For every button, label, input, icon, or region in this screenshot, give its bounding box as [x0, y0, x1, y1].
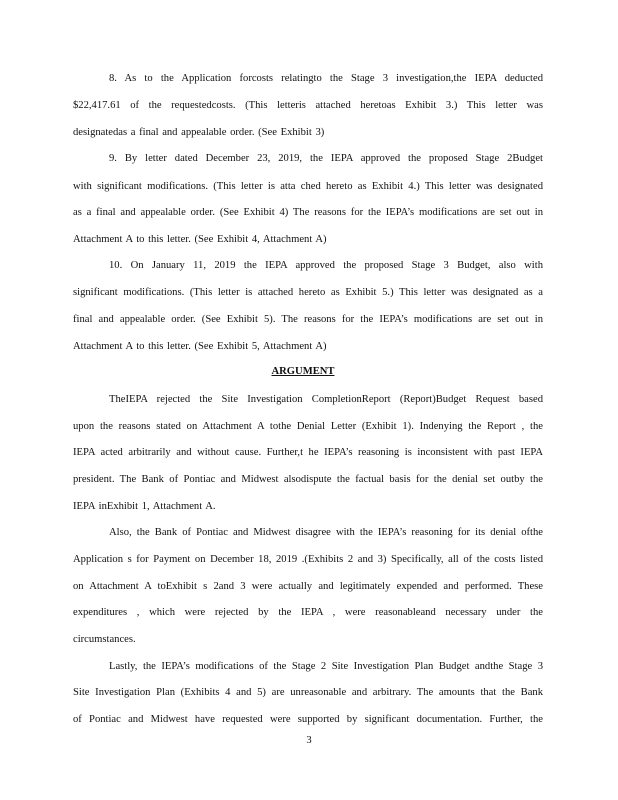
text-line: expenditures , which were rejected by the IEPA , were reasonableand necessary under the	[73, 607, 543, 618]
text-line: TheIEPA rejected the Site Investigation CompletionReport (Report)Budget Request based	[109, 394, 543, 405]
text-line: designatedas a final and appealable order. (See Exhibit 3)	[73, 127, 325, 138]
text-line: IEPA acted arbitrarily and without cause. Further,t he IEPA’s reasoning is inconsistent with past IEPA	[73, 447, 543, 458]
text-line: 9. By letter dated December 23, 2019, the IEPA approved the proposed Stage 2Budget	[109, 153, 543, 164]
text-line: Lastly, the IEPA’s modifications of the Stage 2 Site Investigation Plan Budget andthe Stage 3	[109, 661, 543, 672]
text-line: of Pontiac and Midwest have requested were supported by significant documentation. Further, the	[73, 714, 543, 725]
text-line: president. The Bank of Pontiac and Midwest alsodispute the factual basis for the denial set outby the	[73, 474, 543, 485]
text-line: Also, the Bank of Pontiac and Midwest disagree with the IEPA’s reasoning for its denial ofthe	[109, 527, 543, 538]
text-line: on Attachment A toExhibit s 2and 3 were actually and legitimately expended and performed. These	[73, 581, 543, 592]
text-line: upon the reasons stated on Attachment A tothe Denial Letter (Exhibit 1). Indenying the Report , the	[73, 421, 543, 432]
text-line: 10. On January 11, 2019 the IEPA approved the proposed Stage 3 Budget, also with	[109, 260, 543, 271]
text-line: circumstances.	[73, 634, 136, 645]
text-line: Site Investigation Plan (Exhibits 4 and 5) are unreasonable and arbitrary. The amounts that the Bank	[73, 687, 543, 698]
text-line: Application s for Payment on December 18, 2019 .(Exhibits 2 and 3) Specifically, all of the costs listed	[73, 554, 543, 565]
text-line: Attachment A to this letter. (See Exhibit 4, Attachment A)	[73, 234, 327, 245]
text-line: as a final and appealable order. (See Exhibit 4) The reasons for the IEPA’s modifications are set out in	[73, 207, 543, 218]
text-line: final and appealable order. (See Exhibit 5). The reasons for the IEPA’s modifications are set out in	[73, 314, 543, 325]
text-line: with significant modifications. (This letter is atta ched hereto as Exhibit 4.) This letter was designated	[73, 181, 543, 192]
text-line: $22,417.61 of the requestedcosts. (This letteris attached heretoas Exhibit 3.) This letter was	[73, 100, 543, 111]
text-line: significant modifications. (This letter is attached hereto as Exhibit 5.) This letter was designated as a	[73, 287, 543, 298]
section-heading	[0, 365, 618, 379]
text-line: 8. As to the Application forcosts relatingto the Stage 3 investigation,the IEPA deducted	[109, 73, 543, 84]
text-line: Attachment A to this letter. (See Exhibit 5, Attachment A)	[73, 341, 327, 352]
argument-heading: ARGUMENT	[271, 366, 335, 377]
page-number: 3	[306, 735, 312, 746]
text-line: IEPA inExhibit 1, Attachment A.	[73, 501, 216, 512]
